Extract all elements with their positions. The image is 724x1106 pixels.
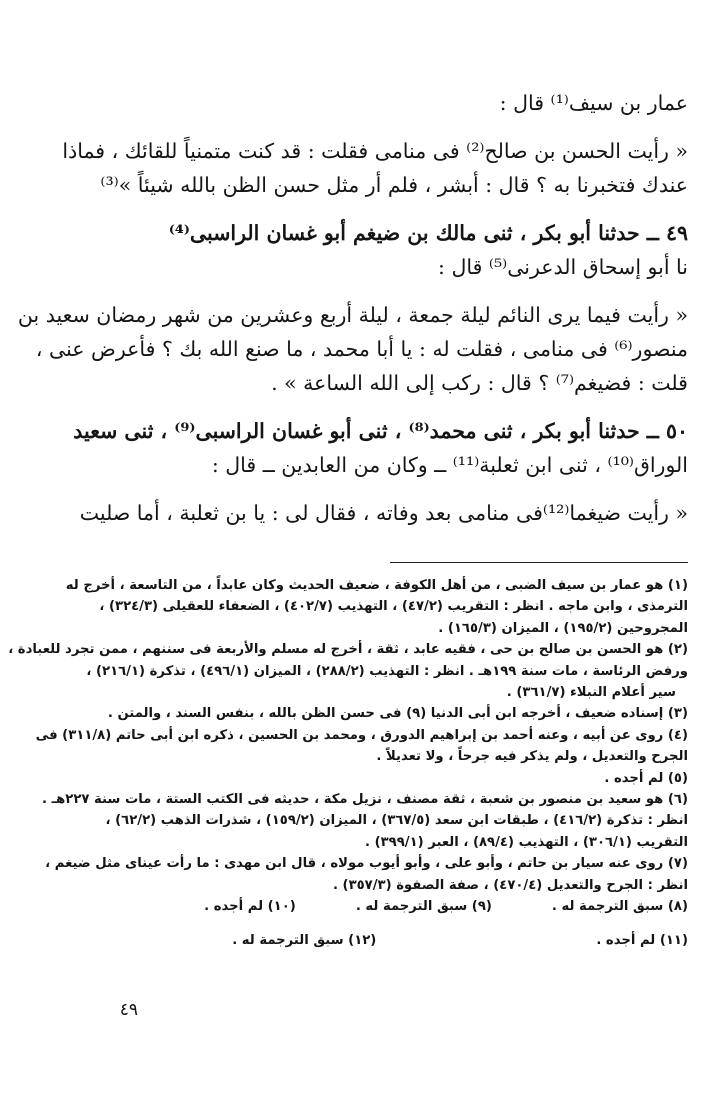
footnote-divider: [390, 562, 688, 563]
footnotes: [8, 575, 688, 951]
footnote-line: (٣) إسناده ضعيف ، أخرجه ابن أبى الدنيا (٩) فى حسن الظن بالله ، بنفس السند ، والمتن .: [107, 706, 688, 722]
quote-paragraph: [50, 496, 688, 530]
footnote-line: (٧) روى عنه سيار بن حاتم ، وأبو على ، وأبو أيوب مولاه ، قال ابن مهدى : ما رأت عيناى مثل ضيغم ،: [45, 856, 688, 872]
footnote-line: انظر : الجرح والتعديل (٤٧٠/٤) ، صفة الصفوة (٣٥٧/٣) .: [332, 877, 688, 893]
text-line: الوراق⁽¹⁰⁾ ، ثنى ابن ثعلبة⁽¹¹⁾ ــ وكان من العابدين ــ قال :: [211, 453, 688, 477]
quote-paragraph: [50, 134, 688, 202]
footnote-line: (٦) هو سعيد بن منصور بن شعبة ، ثقة مصنف ، نزيل مكة ، حديثه فى الكتب الستة ، مات سنة ٢٢٧هـ .: [42, 792, 688, 808]
footnote-line: الترمذى ، وابن ماجه . انظر : التقريب (٤٧/٢) ، التهذيب (٤٠٢/٧) ، الضعفاء للعقيلى (٣٢٤/٣) ،: [99, 599, 688, 615]
footnote-line: (٢) هو الحسن بن صالح بن حى ، فقيه عابد ، ثقة ، أخرج له مسلم والأربعة فى سننهم ، ممن تجرد للعبادة ،: [8, 642, 688, 658]
footnote-line: سير أعلام النبلاء (٣٦١/٧) .: [506, 685, 676, 701]
text-line: منصور⁽⁶⁾ فى منامى ، فقلت له : يا أبا محمد ، ما صنع الله بك ؟ فأعرض عنى ،: [35, 337, 688, 361]
footnote-8: (٨) سبق الترجمة له .: [551, 899, 688, 915]
footnote-row: [48, 930, 688, 951]
hadith-49-paragraph: [50, 216, 688, 284]
text-line: عندك فتخبرنا به ؟ قال : أبشر ، فلم أر مثل حسن الظن بالله شيئاً »⁽³⁾: [100, 173, 688, 197]
footnote-line: ورفض الرئاسة ، مات سنة ١٩٩هـ . انظر : التهذيب (٢٨٨/٢) ، الميزان (٤٩٦/١) ، تذكرة (٢١٦/١) ،: [86, 663, 688, 679]
quote-paragraph: [17, 298, 688, 400]
footnote-line: انظر : تذكرة (٤١٦/٢) ، طبقات ابن سعد (٣٦٧/٥) ، الميزان (١٥٩/٢) ، شذرات الذهب (٦٢/٢) ،: [105, 813, 688, 829]
hadith-50-paragraph: [50, 414, 688, 482]
footnote-line: (١) هو عمار بن سيف الضبى ، من أهل الكوفة ، ضعيف الحديث وكان عابداً ، من التاسعة ، أخرج له: [65, 578, 688, 593]
footnote-line: التقريب (٣٠٦/١) ، التهذيب (٨٩/٤) ، العبر (٣٩٩/١) .: [364, 834, 688, 850]
text-line: « رأيت فيما يرى النائم ليلة جمعة ، ليلة أربع وعشرين من شهر رمضان سعيد بن: [17, 303, 688, 327]
footnote-10: (١٠) لم أجده .: [204, 899, 296, 915]
footnote-line: (٥) لم أجده .: [604, 770, 688, 786]
footnote-line: الجرح والتعديل ، ولم يذكر فيه جرحاً ، ولا تعديلاً .: [376, 749, 688, 765]
footnote-row: [48, 896, 688, 917]
main-text: [17, 86, 688, 530]
text-line: نا أبو إسحاق الدعرنى⁽⁵⁾ قال :: [438, 255, 688, 279]
page-number: ٤٩: [119, 1000, 138, 1020]
text-line: ٤٩ ــ حدثنا أبو بكر ، ثنى مالك بن ضيغم أبو غسان الراسبى⁽⁴⁾: [168, 221, 688, 245]
text-line: « رأيت الحسن بن صالح⁽²⁾ فى منامى فقلت : قد كنت متمنياً للقائك ، فماذا: [62, 139, 688, 163]
text-line: « رأيت ضيغما⁽¹²⁾فى منامى بعد وفاته ، فقال لى : يا بن ثعلبة ، أما صليت: [79, 501, 688, 525]
footnote-12: (١٢) سبق الترجمة له .: [232, 932, 377, 948]
footnote-9: (٩) سبق الترجمة له .: [355, 899, 492, 915]
text-line: عمار بن سيف⁽¹⁾ قال :: [499, 91, 688, 115]
text-line: ٥٠ ــ حدثنا أبو بكر ، ثنى محمد⁽⁸⁾ ، ثنى أبو غسان الراسبى⁽⁹⁾ ، ثنى سعيد: [73, 419, 688, 443]
footnote-11: (١١) لم أجده .: [596, 932, 688, 948]
text-line: قلت : فضيغم⁽⁷⁾ ؟ قال : ركب إلى الله الساعة » .: [271, 371, 688, 395]
footnote-line: (٤) روى عن أبيه ، وعنه أحمد بن إبراهيم الدورق ، ومحمد بن الحسين ، ذكره ابن أبى حاتم (٣١١/٨) فى: [35, 727, 688, 743]
footnote-line: المجروحين (١٩٥/٢) ، الميزان (١٦٥/٣) .: [438, 620, 688, 636]
